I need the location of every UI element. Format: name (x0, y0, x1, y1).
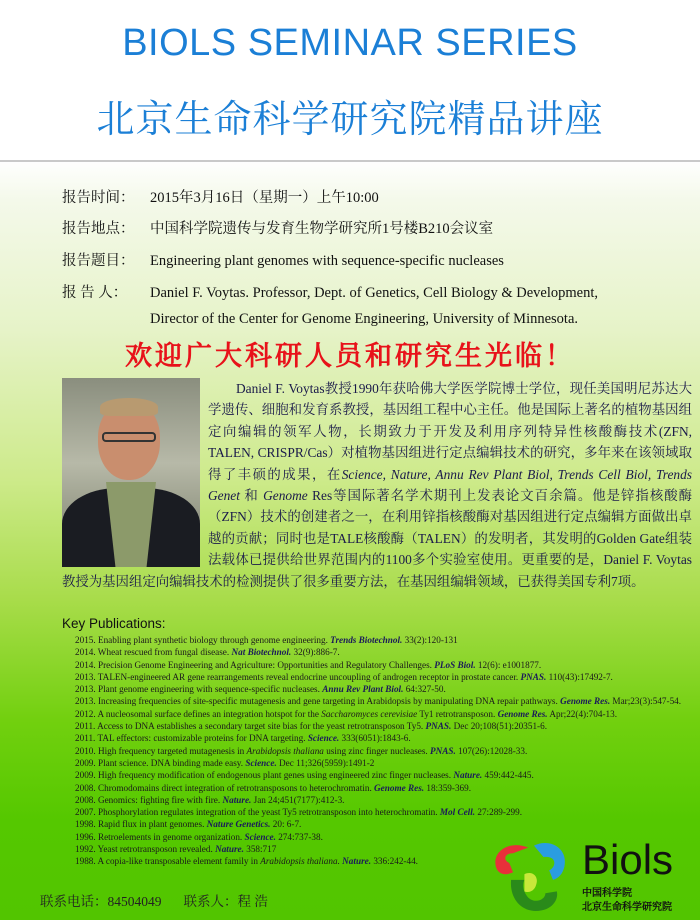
publication-text: 2013. TALEN-engineered AR gene rearrangements reveal endocrine uncoupling of androgen receptor in prostate cancer. (75, 671, 521, 682)
journal-name: PLoS Biol. (434, 659, 476, 670)
info-value: 中国科学院遗传与发育生物学研究所1号楼B210会议室 (150, 221, 494, 237)
publication-text: 2013. Increasing frequencies of site-specific mutagenesis and gene targeting in Arabidopsis by manipulating DNA repair pathways. (75, 696, 561, 707)
species-name: Arabidopsis thaliana. (260, 856, 340, 867)
info-speaker-cont (62, 311, 578, 328)
info-label: 报告时间： (62, 190, 135, 206)
publication-text: Mar;23(3):547-54. (610, 696, 682, 707)
publication-item (75, 720, 697, 732)
publication-text: 459:442-445. (482, 770, 534, 781)
journal-name: Science. (307, 733, 340, 744)
publication-text: 2014. Wheat rescued from fungal disease. (75, 647, 232, 658)
info-value: Daniel F. Voytas. Professor, Dept. of Genetics, Cell Biology & Development, (150, 285, 598, 301)
journal-name: Mol Cell. (439, 807, 476, 818)
bio-segment: Daniel F. Voytas教授1990年获哈佛大学医学院博士学位，现任美国明尼苏达大学遗传、细胞和发育系教授，基因组工程中心主任。他是国际上著名的植物基因组定向编辑的领军人物，长期致力于开发及利用序列特异性核酸酶技术(ZFN, TALEN, CRISPR/Cas）对植物基因组进行定点编辑技术的研究，多年来在该领域取得了丰硕的成果，在 (208, 381, 692, 482)
info-label: 报告题目： (62, 253, 135, 269)
journal-name: Nature. (453, 770, 483, 781)
journal-name: Science. (245, 757, 277, 768)
publication-text: 2014. Precision Genome Engineering and Agriculture: Opportunities and Regulatory Challenges. (75, 659, 435, 670)
journal-name: Nature. (342, 856, 372, 867)
journal-name: PNAS. (425, 721, 452, 732)
contact-info (40, 890, 268, 910)
journal-name: Genome Res. (497, 708, 548, 719)
publication-item (75, 646, 697, 658)
info-value: 2015年3月16日（星期一）上午10:00 (150, 190, 379, 206)
publication-item (75, 745, 697, 757)
journal-name: Science. (244, 831, 276, 842)
publication-text: 336:242-44. (371, 856, 418, 867)
journal-name: Nature. (222, 794, 252, 805)
poster-header (0, 0, 700, 162)
speaker-photo (62, 378, 200, 567)
logo-cas-text: 中国科学院 (582, 888, 632, 899)
info-value: Engineering plant genomes with sequence-specific nucleases (150, 253, 504, 269)
publication-text: 20: 6-7. (270, 819, 302, 830)
species-name: Saccharomyces cerevisiae (321, 708, 418, 719)
info-location (62, 217, 493, 238)
publication-text: 274:737-38. (275, 831, 323, 842)
publication-list (75, 634, 697, 868)
seminar-series-title: BIOLS SEMINAR SERIES (122, 22, 578, 64)
bio-segment: Res等国际著名学术期刊上发表论文百余篇。他是锌指核酸酶（ZFN）技术的创建者之一，在利用锌指核酸酶对基因组进行定点编辑方面做出卓越的贡献；同时也是TALE核酸酶（TALEN）的发明者，其发明的Golden Gate组装法载体已提供给世界范围内的1100多个实验室使用。更重要的是，Daniel F. Voytas教授为基因组定向编辑技术的检测提供了很多重要方法，在基因组编辑领域，已获得美国专利7项。 (62, 488, 693, 589)
journal-name: Genome Res. (374, 782, 425, 793)
publication-item (75, 794, 697, 806)
institute-lecture-title: 北京生命科学研究院精品讲座 (96, 97, 604, 141)
publication-text: 2015. Enabling plant synthetic biology through genome engineering. (75, 635, 331, 645)
publication-text: 2011. TAL effectors: customizable proteins for DNA targeting. (75, 733, 308, 744)
biols-logo (490, 838, 698, 920)
info-label: 报 告 人： (62, 285, 128, 301)
publication-item (75, 769, 697, 781)
publication-item (75, 671, 697, 683)
logo-wordmark: Biols (582, 836, 674, 883)
publication-text: using zinc finger nucleases. (323, 745, 431, 756)
species-name: Arabidopsis thaliana (246, 745, 324, 756)
publication-text: Jan 24;451(7177):412-3. (251, 794, 345, 805)
publication-text: 2010. High frequency targeted mutagenesis in (75, 745, 247, 756)
publication-text: 2013. Plant genome engineering with sequence-specific nucleases. (75, 684, 323, 695)
publication-item (75, 732, 697, 744)
publication-item (75, 695, 697, 707)
info-value: Director of the Center for Genome Engineering, University of Minnesota. (150, 311, 579, 327)
journal-name: PNAS. (430, 745, 456, 756)
publication-text: 1998. Rapid flux in plant genomes. (75, 819, 207, 830)
publication-text: 2012. A nucleosomal surface defines an integration hotspot for the (75, 708, 322, 719)
welcome-banner: 欢迎广大科研人员和研究生光临！ (125, 341, 575, 372)
info-time (62, 186, 379, 207)
publication-text: 2007. Phosphorylation regulates integration of the yeast Ty5 retrotransposon into heterochromatin. (75, 807, 440, 818)
publication-text: 18:359-369. (424, 782, 472, 793)
journal-name: Annu Rev Plant Biol. (322, 684, 404, 695)
publication-text: 27:289-299. (475, 807, 523, 818)
contact-person: 程 浩 (237, 894, 268, 909)
journal-name: Nature Genetics. (206, 819, 271, 830)
publication-item (75, 708, 697, 720)
journal-name: Nature. (215, 844, 244, 855)
publication-text: 2009. High frequency modification of endogenous plant genes using engineered zinc finger nucleases. (75, 770, 454, 781)
journal-name: Nat Biotechnol. (231, 647, 292, 658)
publication-item (75, 818, 697, 830)
contact-person-label: 联系人： (183, 894, 238, 909)
publication-text: 333(6051):1843-6. (339, 733, 411, 744)
publication-item (75, 782, 697, 794)
publication-item (75, 757, 697, 769)
publication-text: 2008. Chromodomains direct integration of retrotransposons to heterochromatin. (75, 782, 375, 793)
phone-number: 84504049 (107, 894, 162, 909)
publication-text: Ty1 retrotransposon. (417, 708, 498, 719)
journal-name: Trends Biotechnol. (330, 635, 403, 645)
publication-item (75, 806, 697, 818)
publication-text: 64:327-50. (403, 684, 446, 695)
key-publications-heading: Key Publications: (62, 616, 166, 631)
info-topic (62, 249, 504, 270)
publication-item (75, 659, 697, 671)
publication-text: 12(6): e1001877. (475, 659, 542, 670)
info-speaker (62, 281, 598, 302)
phone-label: 联系电话： (40, 894, 108, 909)
journal-name: PNAS. (520, 671, 547, 682)
bio-journal-names: Genome (263, 488, 308, 504)
logo-nibs-text: 北京生命科学研究院 (582, 902, 672, 913)
publication-text: 1988. A copia-like transposable element family in (75, 856, 261, 867)
publication-text: 110(43):17492-7. (546, 671, 613, 682)
publication-text: 2011. Access to DNA establishes a secondary target site bias for the yeast retrotransposon Ty5. (75, 721, 426, 732)
speaker-bio (62, 378, 692, 592)
publication-text: Dec 11;326(5959):1491-2 (276, 757, 375, 768)
publication-item (75, 683, 697, 695)
publication-text: 1996. Retroelements in genome organization. (75, 831, 245, 842)
publication-text: 2009. Plant science. DNA binding made easy. (75, 757, 246, 768)
publication-text: 1992. Yeast retrotransposon revealed. (75, 844, 216, 855)
publication-item (75, 634, 697, 646)
journal-name: Genome Res. (560, 696, 611, 707)
publication-text: 358:717 (243, 844, 277, 855)
publication-text: 2008. Genomics: fighting fire with fire. (75, 794, 223, 805)
publication-text: Dec 20;108(51):20351-6. (451, 721, 548, 732)
bio-journal-names: Science, Nature, Annu Rev Plant Biol, Trends Cell Biol, Trends Genet (208, 466, 692, 504)
publication-text: 33(2):120-131 (402, 635, 458, 645)
info-label: 报告地点： (62, 221, 135, 237)
publication-text: Apr;22(4):704-13. (547, 708, 617, 719)
bio-segment: 和 (239, 488, 264, 504)
publication-text: 107(26):12028-33. (455, 745, 528, 756)
biols-logo-icon (490, 838, 576, 918)
publication-text: 32(9):886-7. (291, 647, 340, 658)
